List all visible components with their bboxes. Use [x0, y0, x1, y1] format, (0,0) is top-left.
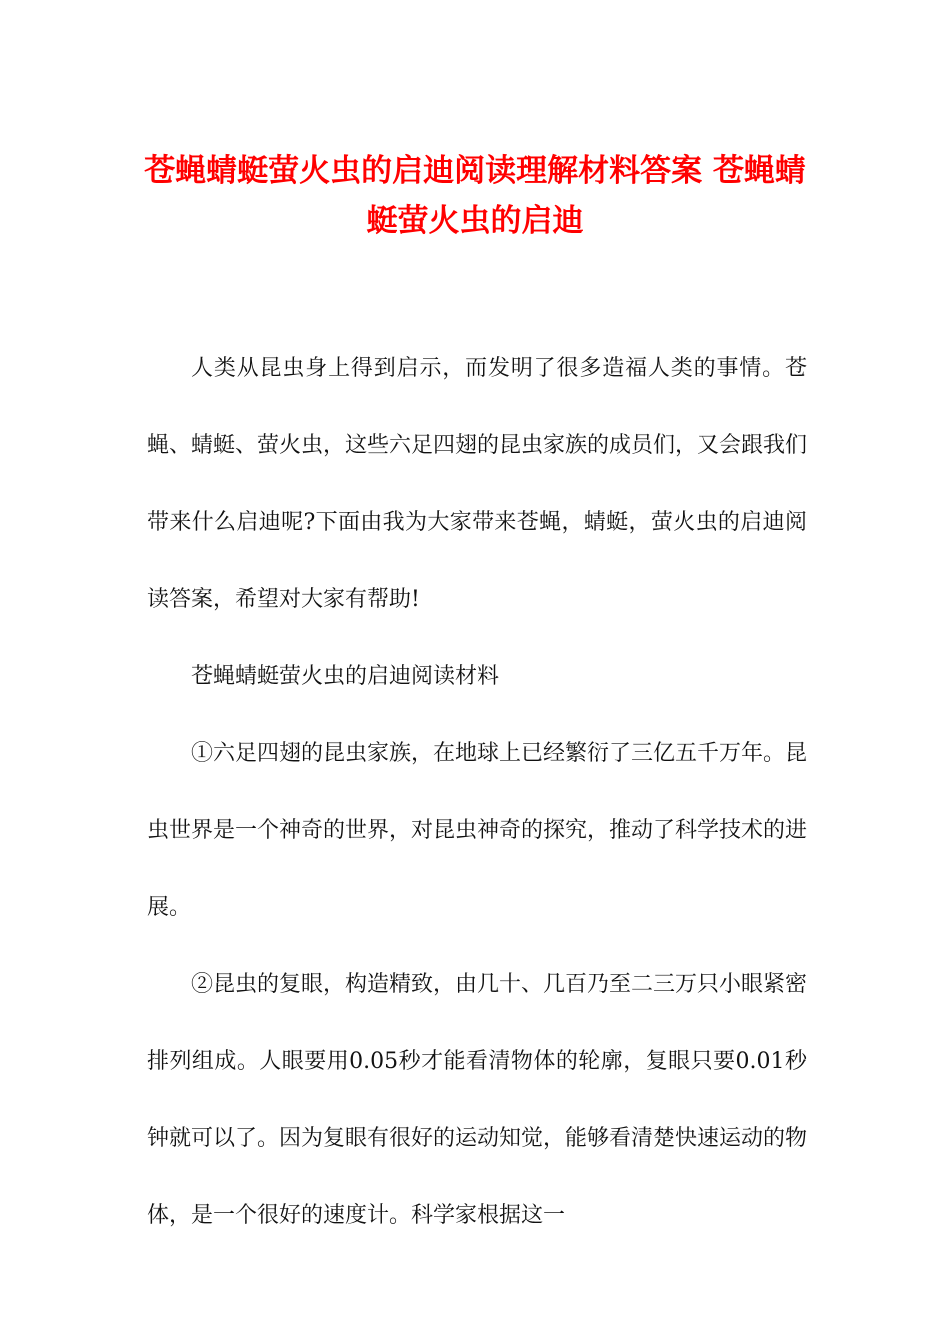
document-title: 苍蝇蜻蜓萤火虫的启迪阅读理解材料答案 苍蝇蜻蜓萤火虫的启迪 [144, 153, 806, 239]
document-body [147, 330, 807, 1254]
paragraph-2: ②昆虫的复眼，构造精致，由几十、几百乃至二三万只小眼紧密排列组成。人眼要用0.05秒才能看清物体的轮廓，复眼只要0.01秒钟就可以了。因为复眼有很好的运动知觉，能够看清楚快速运动的物体，是一个很好的速度计。科学家根据这一 [147, 972, 808, 1228]
paragraph-section-heading: 苍蝇蜻蜓萤火虫的启迪阅读材料 [191, 664, 500, 689]
paragraph-1: ①六足四翅的昆虫家族，在地球上已经繁衍了三亿五千万年。昆虫世界是一个神奇的世界，对昆虫神奇的探究，推动了科学技术的进展。 [147, 741, 808, 920]
paragraph-intro: 人类从昆虫身上得到启示，而发明了很多造福人类的事情。苍蝇、蜻蜓、萤火虫，这些六足四翅的昆虫家族的成员们，又会跟我们带来什么启迪呢?下面由我为大家带来苍蝇，蜻蜓，萤火虫的启迪阅读答案，希望对大家有帮助! [147, 356, 808, 612]
